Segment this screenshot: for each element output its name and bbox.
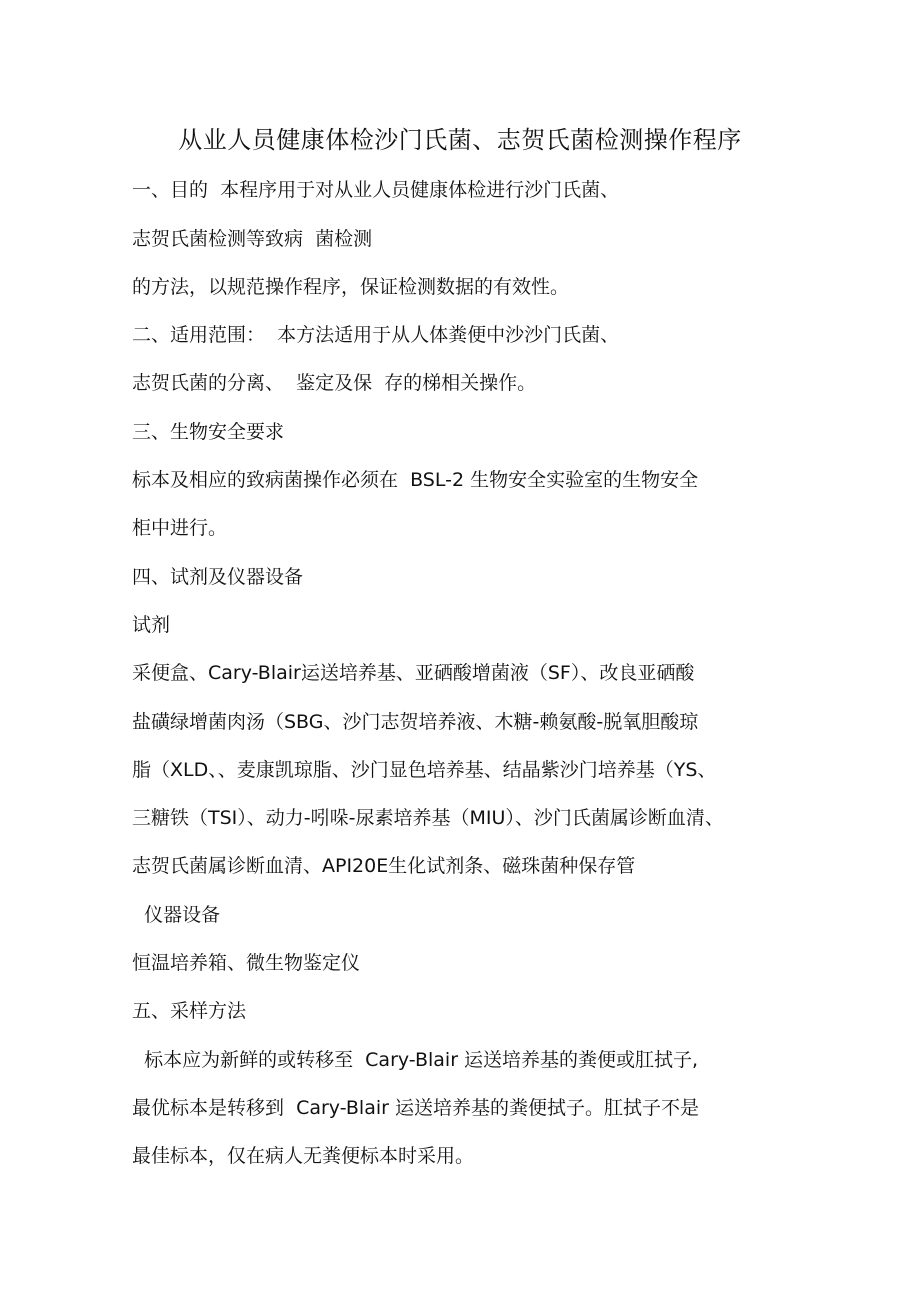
section-5-heading: 五、采样方法 bbox=[132, 1000, 247, 1022]
section-1-purpose-line-2: 志贺氏菌检测等致病 菌检测 bbox=[132, 228, 373, 250]
reagents-line-5: 志贺氏菌属诊断血清、API20E生化试剂条、磁珠菌种保存管 bbox=[132, 855, 636, 877]
sampling-line-1: 标本应为新鲜的或转移至 Cary-Blair 运送培养基的粪便或肛拭子, bbox=[132, 1049, 699, 1071]
section-2-scope-line-2: 志贺氏菌的分离、 鉴定及保 存的梯相关操作。 bbox=[132, 372, 537, 394]
section-1-purpose-line-1: 一、目的 本程序用于对从业人员健康体检进行沙门氏菌、 bbox=[132, 179, 620, 201]
section-4-heading: 四、试剂及仪器设备 bbox=[132, 566, 304, 588]
reagents-line-2: 盐磺绿增菌肉汤（SBG、沙门志贺培养液、木糖-赖氨酸-脱氧胆酸琼 bbox=[132, 711, 699, 733]
reagents-line-3: 脂（XLD、、麦康凯琼脂、沙门显色培养基、结晶紫沙门培养基（YS、 bbox=[132, 759, 717, 781]
document-title: 从业人员健康体检沙门氏菌、志贺氏菌检测操作程序 bbox=[178, 126, 742, 154]
reagents-line-1: 采便盒、Cary-Blair运送培养基、亚硒酸增菌液（SF）、改良亚硒酸 bbox=[132, 662, 695, 684]
sampling-line-3: 最佳标本，仅在病人无粪便标本时采用。 bbox=[132, 1145, 475, 1167]
section-1-purpose-line-3: 的方法，以规范操作程序，保证检测数据的有效性。 bbox=[132, 276, 570, 298]
section-3-heading: 三、生物安全要求 bbox=[132, 421, 285, 443]
section-3-biosafety-line-1: 标本及相应的致病菌操作必须在 BSL-2 生物安全实验室的生物安全 bbox=[132, 469, 699, 491]
sampling-line-2: 最优标本是转移到 Cary-Blair 运送培养基的粪便拭子。肛拭子不是 bbox=[132, 1097, 699, 1119]
reagents-line-4: 三糖铁（TSI）、动力-吲哚-尿素培养基（MIU）、沙门氏菌属诊断血清、 bbox=[132, 807, 724, 829]
equipment-subheading: 仪器设备 bbox=[132, 904, 221, 926]
equipment-line: 恒温培养箱、微生物鉴定仪 bbox=[132, 952, 361, 974]
section-2-scope-line-1: 二、适用范围： 本方法适用于从人体粪便中沙沙门氏菌、 bbox=[132, 324, 620, 346]
section-3-biosafety-line-2: 柜中进行。 bbox=[132, 517, 228, 539]
reagents-subheading: 试剂 bbox=[132, 614, 171, 636]
